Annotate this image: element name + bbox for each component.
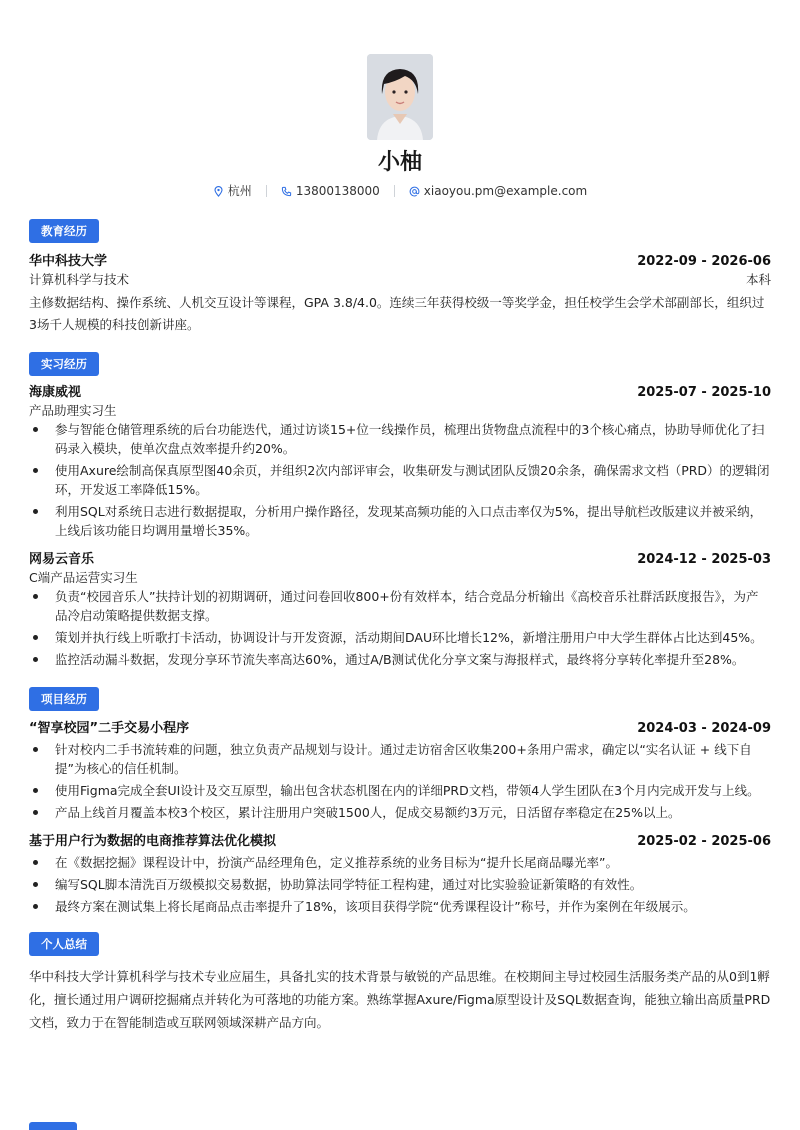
contact-location <box>213 182 252 200</box>
internship-role <box>29 402 771 419</box>
internship-date: 2025-07 - 2025-10 <box>637 385 771 400</box>
internship-role <box>29 569 771 586</box>
list-item: 产品上线首月覆盖本校3个校区，累计注册用户突破1500人，促成交易额约3万元，日活留存率稳定在25%以上。 <box>29 803 771 822</box>
phone-icon <box>281 186 292 197</box>
contact-divider <box>266 185 267 197</box>
education-date: 2022-09 - 2026-06 <box>637 254 771 269</box>
list-item: 监控活动漏斗数据，发现分享环节流失率高达60%，通过A/B测试优化分享文案与海报样式，最终将分享转化率提升至28%。 <box>29 650 771 669</box>
summary-text: 华中科技大学计算机科学与技术专业应届生，具备扎实的技术背景与敏锐的产品思维。在校期间主导过校园生活服务类产品的从0到1孵化，擅长通过用户调研挖掘痛点并转化为可落地的功能方案。熟练掌握Axure/Figma原型设计及SQL数据查询，能独立输出高质量PRD文档，致力于在智能制造或互联网领域深耕产品方向。 <box>29 969 771 1030</box>
education-entry-head <box>29 253 771 271</box>
degree: 本科 <box>745 272 771 287</box>
candidate-name: 小柚 <box>377 150 422 175</box>
list-item: 编写SQL脚本清洗百万级模拟交易数据，协助算法同学特征工程构建，通过对比实验验证新策略的有效性。 <box>29 875 771 894</box>
section-tag-internship: 实习经历 <box>29 352 99 376</box>
project-entry-head <box>29 833 771 851</box>
internship-entry <box>29 384 771 540</box>
summary-section <box>29 932 771 1034</box>
internship-entry <box>29 551 771 669</box>
section-tag-education: 教育经历 <box>29 219 99 243</box>
internship-bullets <box>29 420 771 540</box>
list-item: 针对校内二手书流转难的问题，独立负责产品规划与设计。通过走访宿舍区收集200+条用户需求，确定以“实名认证 + 线下自提”为核心的信任机制。 <box>29 740 771 778</box>
section-tag-summary: 个人总结 <box>29 932 99 956</box>
project-name: 基于用户行为数据的电商推荐算法优化模拟 <box>29 834 277 849</box>
location-pin-icon <box>213 186 224 197</box>
project-entry <box>29 833 771 916</box>
section-tag-next <box>29 1122 77 1130</box>
project-date: 2024-03 - 2024-09 <box>637 721 771 736</box>
school-name: 华中科技大学 <box>29 254 108 269</box>
project-bullets <box>29 853 771 916</box>
contact-row <box>29 182 771 200</box>
project-entry <box>29 720 771 822</box>
contact-divider <box>394 185 395 197</box>
email-text[interactable]: xiaoyou.pm@example.com <box>423 184 588 198</box>
at-sign-icon <box>409 186 420 197</box>
project-entry-head <box>29 720 771 738</box>
role-title: 产品助理实习生 <box>29 403 117 418</box>
role-title: C端产品运营实习生 <box>29 570 138 585</box>
contact-phone <box>281 182 380 200</box>
internship-section <box>29 352 771 669</box>
avatar <box>367 54 433 140</box>
section-tag-projects: 项目经历 <box>29 687 99 711</box>
list-item: 策划并执行线上听歌打卡活动，协调设计与开发资源，活动期间DAU环比增长12%，新增注册用户中大学生群体占比达到45%。 <box>29 628 771 647</box>
company-name: 海康威视 <box>29 385 82 400</box>
internship-bullets <box>29 587 771 669</box>
list-item: 最终方案在测试集上将长尾商品点击率提升了18%，该项目获得学院“优秀课程设计”称号，并作为案例在年级展示。 <box>29 897 771 916</box>
education-description: 主修数据结构、操作系统、人机交互设计等课程，GPA 3.8/4.0。连续三年获得校级一等奖学金，担任校学生会学术部副部长，组织过3场千人规模的科技创新讲座。 <box>29 295 765 332</box>
education-section <box>29 219 771 336</box>
projects-section <box>29 687 771 916</box>
avatar-portrait <box>367 54 433 140</box>
major: 计算机科学与技术 <box>29 272 130 287</box>
internship-entry-head <box>29 384 771 402</box>
contact-email <box>409 182 587 200</box>
list-item: 在《数据挖掘》课程设计中，扮演产品经理角色，定义推荐系统的业务目标为“提升长尾商品曝光率”。 <box>29 853 771 872</box>
company-name: 网易云音乐 <box>29 552 95 567</box>
project-bullets <box>29 740 771 822</box>
phone-text[interactable]: 13800138000 <box>295 184 380 198</box>
location-text: 杭州 <box>227 184 252 198</box>
internship-date: 2024-12 - 2025-03 <box>637 552 771 567</box>
list-item: 参与智能仓储管理系统的后台功能迭代，通过访谈15+位一线操作员，梳理出货物盘点流程中的3个核心痛点，协助导师优化了扫码录入模块，使单次盘点效率提升约20%。 <box>29 420 771 458</box>
resume-header <box>29 0 771 200</box>
education-entry-sub <box>29 271 771 288</box>
project-name: “智享校园”二手交易小程序 <box>29 721 190 736</box>
internship-entry-head <box>29 551 771 569</box>
list-item: 负责“校园音乐人”扶持计划的初期调研，通过问卷回收800+份有效样本，结合竞品分析输出《高校音乐社群活跃度报告》，为产品冷启动策略提供数据支撑。 <box>29 587 771 625</box>
list-item: 使用Figma完成全套UI设计及交互原型，输出包含状态机图在内的详细PRD文档，带领4人学生团队在3个月内完成开发与上线。 <box>29 781 771 800</box>
project-date: 2025-02 - 2025-06 <box>637 834 771 849</box>
list-item: 利用SQL对系统日志进行数据提取，分析用户操作路径，发现某高频功能的入口点击率仅为5%，提出导航栏改版建议并被采纳，上线后该功能日均调用量增长35%。 <box>29 502 771 540</box>
list-item: 使用Axure绘制高保真原型图40余页，并组织2次内部评审会，收集研发与测试团队反馈20余条，确保需求文档（PRD）的逻辑闭环，开发返工率降低15%。 <box>29 461 771 499</box>
